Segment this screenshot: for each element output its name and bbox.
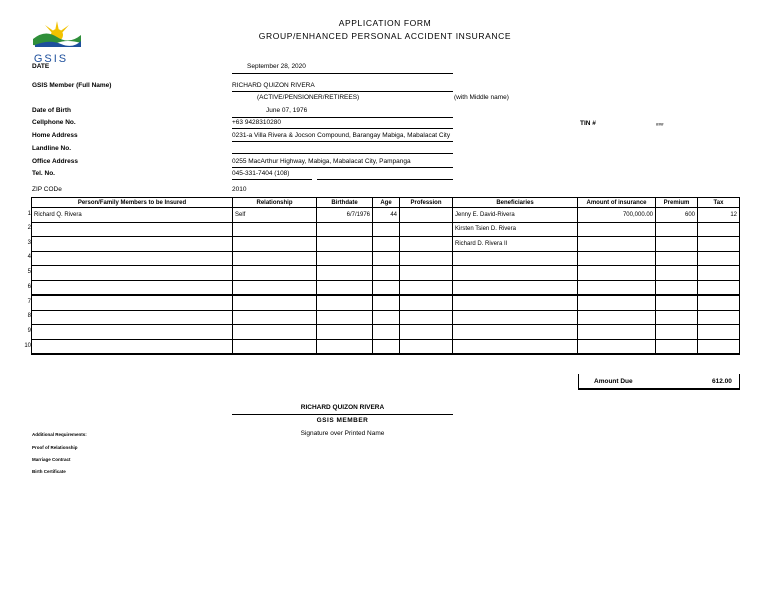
cell-birthdate xyxy=(317,237,373,252)
table-row xyxy=(32,222,740,237)
office-value: 0255 MacArthur Highway, Mabiga, Mabalacat City, Pampanga xyxy=(232,158,411,165)
table-row xyxy=(32,208,740,223)
cell-profession xyxy=(400,339,453,354)
home-value: 0231-a Villa Rivera & Jocson Compound, Barangay Mabiga, Mabalacat City xyxy=(232,132,451,139)
table-row xyxy=(32,266,740,281)
row-number: 9 xyxy=(27,327,31,334)
cell-tax xyxy=(698,237,740,252)
row-number: 1 xyxy=(27,210,31,217)
landline-label: Landline No. xyxy=(32,145,71,152)
cell-profession xyxy=(400,280,453,295)
cell-age xyxy=(373,237,400,252)
cell-person xyxy=(32,237,233,252)
office-line xyxy=(232,167,453,168)
cell-premium xyxy=(656,325,698,340)
insured-table xyxy=(31,197,740,355)
cell-birthdate: 6/7/1976 xyxy=(317,208,373,223)
cell-premium xyxy=(656,310,698,325)
cell-amount xyxy=(578,295,656,310)
cell-premium xyxy=(656,266,698,281)
row-number: 4 xyxy=(27,254,31,261)
logo-text: GSIS xyxy=(33,53,69,65)
cell-amount xyxy=(578,222,656,237)
requirement-item: Proof of Relationship xyxy=(32,445,78,450)
office-label: Office Address xyxy=(32,158,78,165)
cell-person xyxy=(32,310,233,325)
gsis-logo-icon xyxy=(31,17,83,49)
tin-value: ### xyxy=(656,122,664,127)
date-value: September 28, 2020 xyxy=(247,63,306,70)
amount-due-label: Amount Due xyxy=(594,378,633,385)
cell-age xyxy=(373,310,400,325)
cell-person: Richard Q. Rivera xyxy=(32,208,233,223)
cell-relationship xyxy=(233,280,317,295)
signature-name: RICHARD QUIZON RIVERA xyxy=(300,404,385,411)
home-label: Home Address xyxy=(32,132,78,139)
cell-beneficiary: Jenny E. David-Rivera xyxy=(453,208,578,223)
dob-value: June 07, 1976 xyxy=(266,107,308,114)
cell-person xyxy=(32,251,233,266)
tel-value: 045-331-7404 (108) xyxy=(232,170,290,177)
table-row xyxy=(32,339,740,354)
cell-birthdate xyxy=(317,222,373,237)
cell-birthdate xyxy=(317,310,373,325)
cell-beneficiary xyxy=(453,266,578,281)
cell-age: 44 xyxy=(373,208,400,223)
table-row xyxy=(32,295,740,310)
requirement-item: Marriage Contract xyxy=(32,457,71,462)
cell-relationship xyxy=(233,251,317,266)
row-number: 10 xyxy=(24,342,31,349)
cell-tax xyxy=(698,280,740,295)
cell-relationship xyxy=(233,266,317,281)
row-number: 7 xyxy=(27,298,31,305)
cell-amount xyxy=(578,310,656,325)
cell-birthdate xyxy=(317,325,373,340)
row-number: 5 xyxy=(27,268,31,275)
row-number: 2 xyxy=(27,225,31,232)
tax-col-header: Tax xyxy=(698,198,740,208)
cell-premium xyxy=(656,295,698,310)
cell-amount xyxy=(578,237,656,252)
cell-premium xyxy=(656,339,698,354)
status-value: (ACTIVE/PENSIONER/RETIREES) xyxy=(257,94,360,101)
cell-premium xyxy=(656,237,698,252)
cell-profession xyxy=(400,295,453,310)
table-header-row xyxy=(32,198,740,208)
date-label: DATE xyxy=(32,63,50,70)
date-line xyxy=(232,73,453,74)
cell-line xyxy=(232,128,453,129)
table-row xyxy=(32,237,740,252)
cell-birthdate xyxy=(317,295,373,310)
tin-label: TIN # xyxy=(580,120,596,127)
age-col-header: Age xyxy=(373,198,400,208)
cell-age xyxy=(373,325,400,340)
birthdate-col-header: Birthdate xyxy=(317,198,373,208)
requirements-heading: Additional Requirements: xyxy=(32,432,87,437)
cell-birthdate xyxy=(317,280,373,295)
cell-beneficiary: Richard D. Rivera II xyxy=(453,237,578,252)
tel-line-left xyxy=(232,179,312,180)
cell-profession xyxy=(400,208,453,223)
cell-premium xyxy=(656,280,698,295)
row-number: 3 xyxy=(27,239,31,246)
form-subtitle: GROUP/ENHANCED PERSONAL ACCIDENT INSURANCE xyxy=(258,31,512,41)
member-label: GSIS Member (Full Name) xyxy=(32,82,112,89)
cell-person xyxy=(32,280,233,295)
cell-relationship xyxy=(233,339,317,354)
cell-label: Cellphone No. xyxy=(32,119,76,126)
tel-line-right xyxy=(317,179,453,180)
dob-label: Date of Birth xyxy=(32,107,71,114)
cell-relationship xyxy=(233,237,317,252)
person-col-header: Person/Family Members to be Insured xyxy=(32,198,233,208)
home-line xyxy=(232,141,453,142)
profession-col-header: Profession xyxy=(400,198,453,208)
cell-beneficiary: Kirsten Tsien D. Rivera xyxy=(453,222,578,237)
gsis-logo xyxy=(31,17,83,65)
cell-tax: 12 xyxy=(698,208,740,223)
cell-relationship xyxy=(233,222,317,237)
relationship-col-header: Relationship xyxy=(233,198,317,208)
row-number: 6 xyxy=(27,283,31,290)
cell-relationship xyxy=(233,310,317,325)
cell-amount xyxy=(578,280,656,295)
cell-relationship xyxy=(233,295,317,310)
cell-beneficiary xyxy=(453,280,578,295)
cell-profession xyxy=(400,251,453,266)
cell-person xyxy=(32,266,233,281)
cell-premium: 600 xyxy=(656,208,698,223)
amount-col-header: Amount of insurance xyxy=(578,198,656,208)
cell-age xyxy=(373,251,400,266)
cell-profession xyxy=(400,222,453,237)
cell-age xyxy=(373,295,400,310)
cell-birthdate xyxy=(317,266,373,281)
member-value: RICHARD QUIZON RIVERA xyxy=(232,82,315,89)
cell-birthdate xyxy=(317,251,373,266)
cell-person xyxy=(32,339,233,354)
cell-amount xyxy=(578,266,656,281)
signature-role: GSIS MEMBER xyxy=(316,417,369,424)
beneficiaries-col-header: Beneficiaries xyxy=(453,198,578,208)
cell-tax xyxy=(698,266,740,281)
signature-caption: Signature over Printed Name xyxy=(300,430,385,437)
cell-beneficiary xyxy=(453,295,578,310)
cell-tax xyxy=(698,222,740,237)
table-row xyxy=(32,280,740,295)
table-row xyxy=(32,251,740,266)
cell-tax xyxy=(698,310,740,325)
cell-relationship: Self xyxy=(233,208,317,223)
premium-col-header: Premium xyxy=(656,198,698,208)
cell-tax xyxy=(698,325,740,340)
cell-tax xyxy=(698,251,740,266)
cell-amount: 700,000.00 xyxy=(578,208,656,223)
cell-age xyxy=(373,222,400,237)
cell-profession xyxy=(400,310,453,325)
table-row xyxy=(32,325,740,340)
cell-person xyxy=(32,295,233,310)
cell-premium xyxy=(656,222,698,237)
row-number: 8 xyxy=(27,313,31,320)
tel-label: Tel. No. xyxy=(32,170,55,177)
table-row xyxy=(32,310,740,325)
cell-value: +63 9428310280 xyxy=(232,119,281,126)
cell-birthdate xyxy=(317,339,373,354)
cell-beneficiary xyxy=(453,325,578,340)
cell-age xyxy=(373,266,400,281)
cell-tax xyxy=(698,339,740,354)
form-title: APPLICATION FORM xyxy=(338,18,432,28)
dob-line xyxy=(232,117,453,118)
member-line xyxy=(232,91,453,92)
zip-label: ZIP CODe xyxy=(32,186,62,193)
cell-age xyxy=(373,280,400,295)
cell-profession xyxy=(400,325,453,340)
cell-premium xyxy=(656,251,698,266)
cell-age xyxy=(373,339,400,354)
cell-beneficiary xyxy=(453,339,578,354)
zip-value: 2010 xyxy=(232,186,247,193)
landline-line xyxy=(232,153,453,154)
signature-line xyxy=(232,414,453,415)
cell-relationship xyxy=(233,325,317,340)
cell-profession xyxy=(400,237,453,252)
middle-name-note: (with Middle name) xyxy=(454,94,509,101)
cell-amount xyxy=(578,251,656,266)
cell-amount xyxy=(578,325,656,340)
cell-profession xyxy=(400,266,453,281)
cell-tax xyxy=(698,295,740,310)
cell-person xyxy=(32,325,233,340)
cell-beneficiary xyxy=(453,251,578,266)
cell-person xyxy=(32,222,233,237)
cell-amount xyxy=(578,339,656,354)
amount-due-value: 612.00 xyxy=(712,378,732,385)
cell-beneficiary xyxy=(453,310,578,325)
requirement-item: Birth Certificate xyxy=(32,469,66,474)
